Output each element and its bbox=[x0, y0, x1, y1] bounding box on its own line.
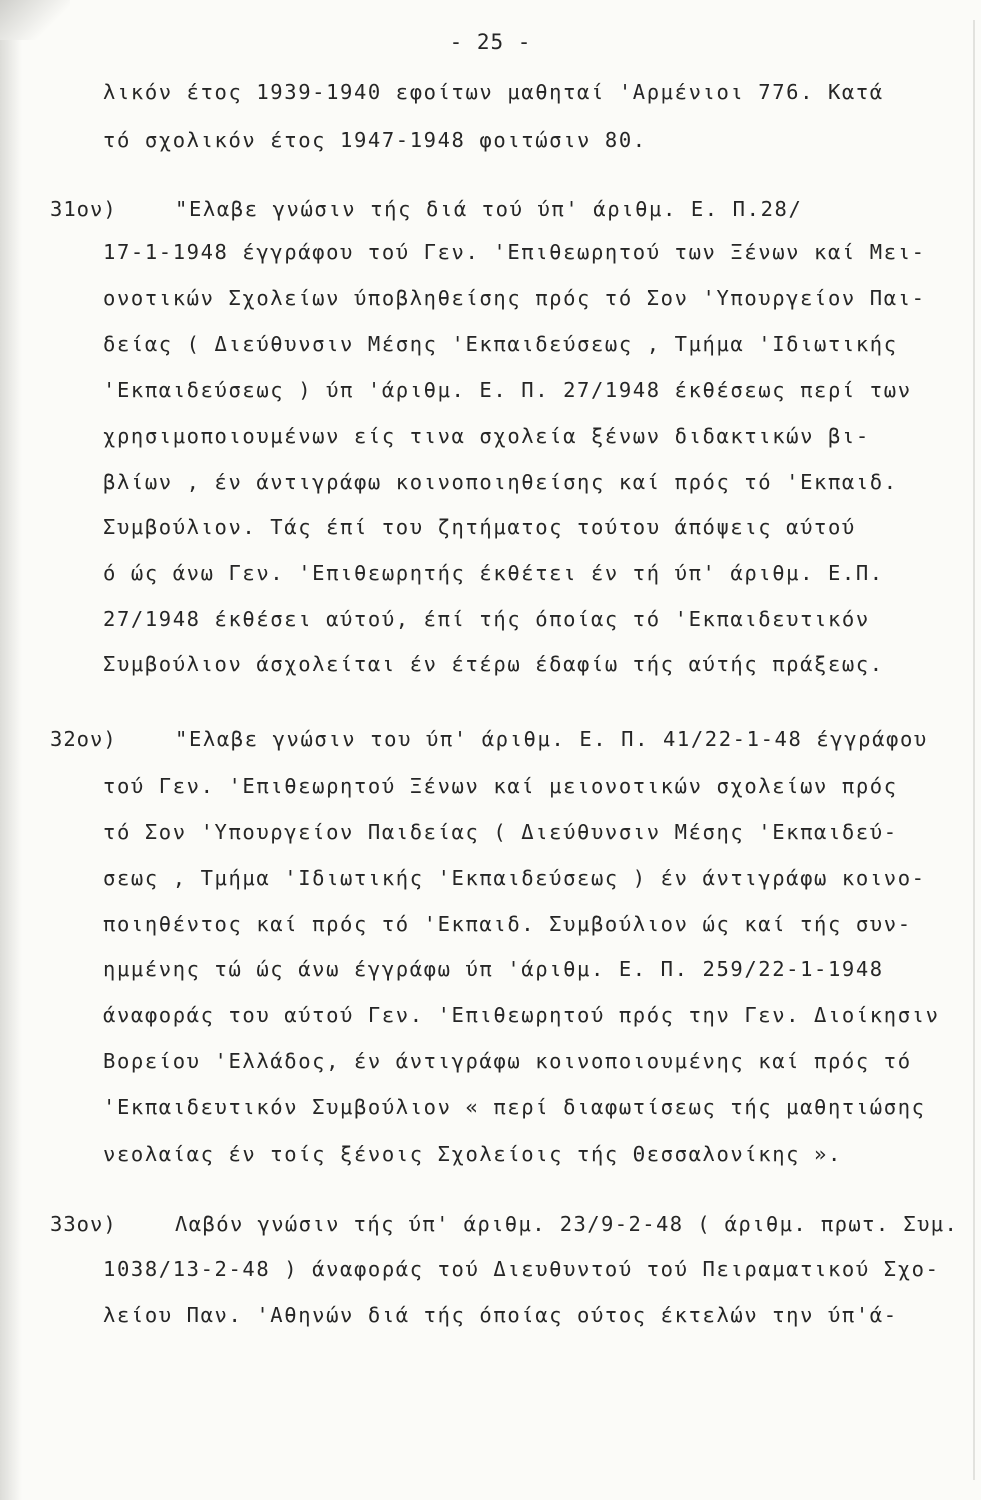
item-number: 33ον) bbox=[50, 1212, 117, 1236]
intro-line: τό σχολικόν έτος 1947-1948 φοιτώσιν 80. bbox=[103, 128, 647, 152]
item-line: 17-1-1948 έγγράφου τού Γεν. 'Επιθεωρητού των Ξένων καί Μει- bbox=[103, 240, 926, 264]
item-line: ονοτικών Σχολείων ύποβληθείσης πρός τό Σον 'Υπουργείον Παι- bbox=[103, 286, 926, 310]
page-edge-right bbox=[973, 20, 975, 1480]
item-line: δείας ( Διεύθυνσιν Μέσης 'Εκπαιδεύσεως , Τμήμα 'Ιδιωτικής bbox=[103, 332, 898, 356]
item-line: ημμένης τώ ώς άνω έγγράφω ύπ 'άριθμ. Ε. Π. 259/22-1-1948 bbox=[103, 957, 884, 981]
page-number: - 25 - bbox=[449, 30, 532, 54]
item-line: σεως , Τμήμα 'Ιδιωτικής 'Εκπαιδεύσεως ) έν άντιγράφω κοινο- bbox=[103, 866, 926, 890]
item-line: Βορείου 'Ελλάδος, έν άντιγράφω κοινοποιουμένης καί πρός τό bbox=[103, 1049, 912, 1073]
intro-line: λικόν έτος 1939-1940 εφοίτων μαθηταί 'Αρμένιοι 776. Κατά bbox=[103, 80, 884, 104]
item-line: ποιηθέντος καί πρός τό 'Εκπαιδ. Συμβούλιον ώς καί τής συν- bbox=[103, 912, 912, 936]
item-line: 27/1948 έκθέσει αύτού, έπί τής όποίας τό 'Εκπαιδευτικόν bbox=[103, 607, 870, 631]
item-line: 'Εκπαιδεύσεως ) ύπ 'άριθμ. Ε. Π. 27/1948 έκθέσεως περί των bbox=[103, 378, 912, 402]
item-line: νεολαίας έν τοίς ξένοις Σχολείοις τής Θεσσαλονίκης ». bbox=[103, 1142, 842, 1166]
item-line: "Ελαβε γνώσιν του ύπ' άριθμ. Ε. Π. 41/22-1-48 έγγράφου bbox=[175, 727, 928, 751]
scan-shadow-left bbox=[0, 0, 22, 1500]
item-line: 1038/13-2-48 ) άναφοράς τού Διευθυντού τού Πειραματικού Σχο- bbox=[103, 1257, 940, 1281]
item-line: βλίων , έν άντιγράφω κοινοποιηθείσης καί πρός τό 'Εκπαιδ. bbox=[103, 470, 898, 494]
item-line: χρησιμοποιουμένων είς τινα σχολεία ξένων διδακτικών βι- bbox=[103, 424, 870, 448]
item-line: λείου Παν. 'Αθηνών διά τής όποίας ούτος έκτελών την ύπ'ά- bbox=[103, 1303, 898, 1327]
item-line: Συμβούλιον άσχολείται έν έτέρω έδαφίω τής αύτής πράξεως. bbox=[103, 652, 884, 676]
item-number: 31ον) bbox=[50, 197, 117, 221]
item-line: τού Γεν. 'Επιθεωρητού Ξένων καί μειονοτικών σχολείων πρός bbox=[103, 774, 898, 798]
item-line: άναφοράς του αύτού Γεν. 'Επιθεωρητού πρός την Γεν. Διοίκησιν bbox=[103, 1003, 940, 1027]
item-line: Λαβόν γνώσιν τής ύπ' άριθμ. 23/9-2-48 ( άριθμ. πρωτ. Συμ. bbox=[175, 1212, 959, 1236]
item-line: 'Εκπαιδευτικόν Συμβούλιον « περί διαφωτίσεως τής μαθητιώσης bbox=[103, 1095, 926, 1119]
item-line: ό ώς άνω Γεν. 'Επιθεωρητής έκθέτει έν τή ύπ' άριθμ. Ε.Π. bbox=[103, 561, 884, 585]
item-line: τό Σον 'Υπουργείον Παιδείας ( Διεύθυνσιν Μέσης 'Εκπαιδεύ- bbox=[103, 820, 898, 844]
item-line: "Ελαβε γνώσιν τής διά τού ύπ' άριθμ. Ε. Π.28/ bbox=[175, 197, 803, 221]
item-number: 32ον) bbox=[50, 727, 117, 751]
item-line: Συμβούλιον. Τάς έπί του ζητήματος τούτου άπόψεις αύτού bbox=[103, 515, 856, 539]
